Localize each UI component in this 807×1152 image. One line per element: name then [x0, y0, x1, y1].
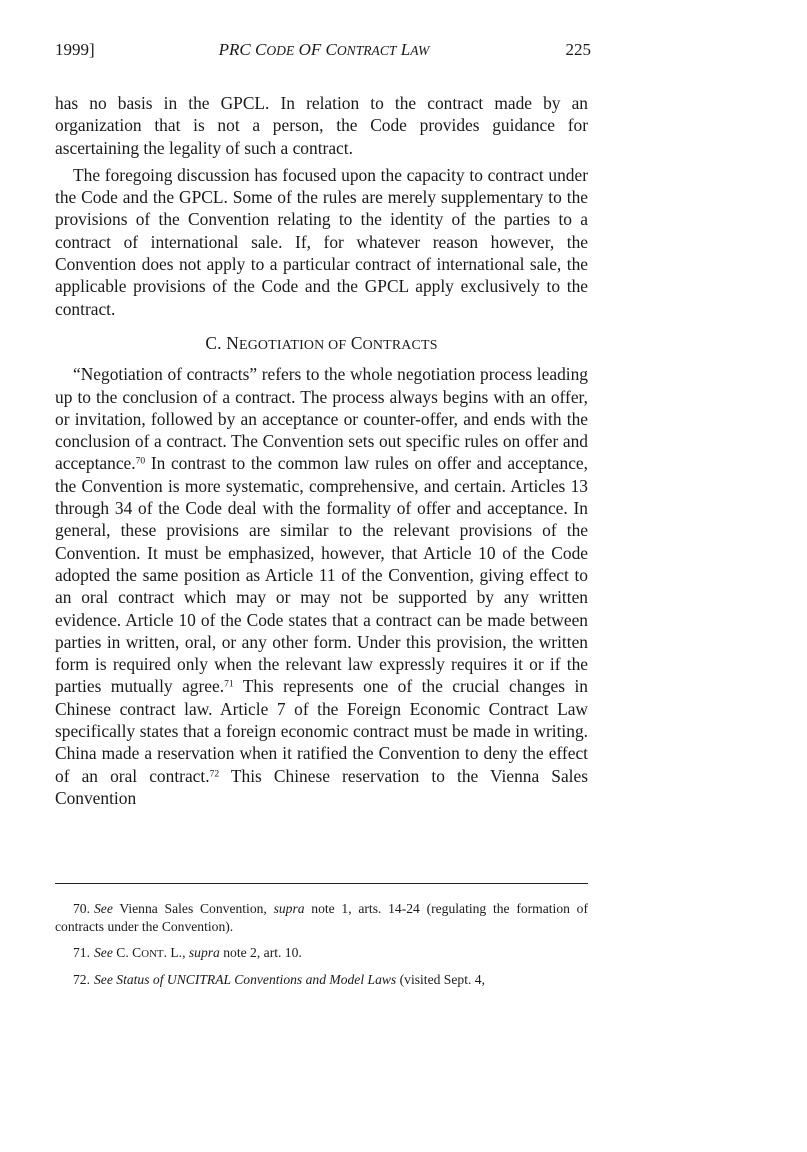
signal-see: See — [94, 972, 113, 987]
paragraph-3 — [55, 363, 588, 809]
footnote-italic: Status of UNCITRAL Conventions and Model Laws — [112, 972, 397, 987]
paragraph-text: “Negotiation of contracts” refers to the whole negotiation process leading up to the conclusion of a contract. The process always begins with an offer, or invitation, followed by an acceptance or counter-offer, and ends with the conclusion of a contract. The Convention sets out specific rules on offer and acceptance. — [55, 364, 588, 474]
footnote-ref-72[interactable]: 72 — [209, 767, 220, 779]
footnote-text: note 2, art. 10. — [219, 945, 302, 960]
heading-part: C — [346, 332, 363, 353]
footnote-72 — [55, 971, 588, 989]
footnote-71 — [55, 944, 588, 963]
footnote-text: (visited Sept. 4, — [396, 972, 485, 987]
page-number: 225 — [565, 40, 591, 59]
footnote-number: 71. — [73, 945, 90, 960]
paragraph-text: This Chinese reservation to the Vienna Sales Convention — [55, 765, 588, 808]
footnote-ref-71[interactable]: 71 — [224, 678, 234, 690]
running-head — [55, 40, 593, 66]
running-head-title-part: AW — [410, 43, 430, 58]
paragraph-1: has no basis in the GPCL. In relation to the contract made by an organization that is not a person, the Code provides guidance for ascertaining the legality of such a contract. — [55, 93, 588, 158]
footnote-divider — [55, 883, 588, 884]
running-head-title-part: L — [396, 40, 411, 59]
signal-see: See — [94, 901, 113, 916]
section-heading — [55, 332, 588, 357]
running-head-year: 1999] — [55, 40, 95, 59]
footnote-number: 72. — [73, 972, 90, 987]
footnote-italic: supra — [273, 901, 305, 916]
footnote-text: C. C — [112, 945, 142, 960]
running-head-title-part: ODE — [266, 43, 295, 58]
running-head-title — [55, 40, 593, 60]
footnote-text: . L., — [163, 945, 189, 960]
running-head-title-part: PRC C — [218, 40, 267, 59]
running-head-title-part: ONTRACT — [336, 43, 397, 58]
body-text — [55, 92, 588, 809]
footnotes — [55, 900, 588, 997]
signal-see: See — [94, 945, 113, 960]
footnote-70 — [55, 900, 588, 936]
footnote-italic: supra — [188, 945, 220, 960]
heading-part: ONTRACTS — [362, 337, 438, 353]
paragraph-text: This represents one of the crucial changes in Chinese contract law. Article 7 of the Foreign Economic Contract Law specifically states that a foreign economic contract must be made in writing. China made a reservation when it ratified the Convention to deny the effect of an oral contract. — [55, 676, 588, 786]
heading-part: EGOTIATION OF — [239, 337, 347, 353]
footnote-text: Vienna Sales Convention, — [112, 901, 274, 916]
footnote-text: ONT — [141, 948, 164, 960]
footnote-number: 70. — [73, 901, 90, 916]
heading-part: C. N — [205, 332, 239, 353]
footnote-text: note 1, arts. 14-24 (regulating the formation of contracts under the Convention). — [55, 901, 588, 934]
running-head-title-part: OF C — [294, 40, 337, 59]
footnote-ref-70[interactable]: 70 — [135, 455, 146, 467]
paragraph-text: In contrast to the common law rules on offer and acceptance, the Convention is more systematic, comprehensive, and certain. Articles 13 through 34 of the Code deal with the formality of offer and acceptance. In general, these provisions are similar to the relevant provisions of the Convention. It must be emphasized, however, that Article 10 of the Code adopted the same position as Article 11 of the Convention, giving effect to an oral contract which may or may not be supported by any written evidence. Article 10 of the Code states that a contract can be made between parties in written, oral, or any other form. Under this provision, the written form is required only when the relevant law expressly requires it or if the parties mutually agree. — [55, 453, 588, 697]
paragraph-2: The foregoing discussion has focused upon the capacity to contract under the Code and the GPCL. Some of the rules are merely supplementary to the provisions of the Convention relating to the identity of the parties to a contract of international sale. If, for whatever reason however, the Convention does not apply to a particular contract of international sale, the applicable provisions of the Code and the GPCL apply exclusively to the contract. — [55, 164, 588, 319]
